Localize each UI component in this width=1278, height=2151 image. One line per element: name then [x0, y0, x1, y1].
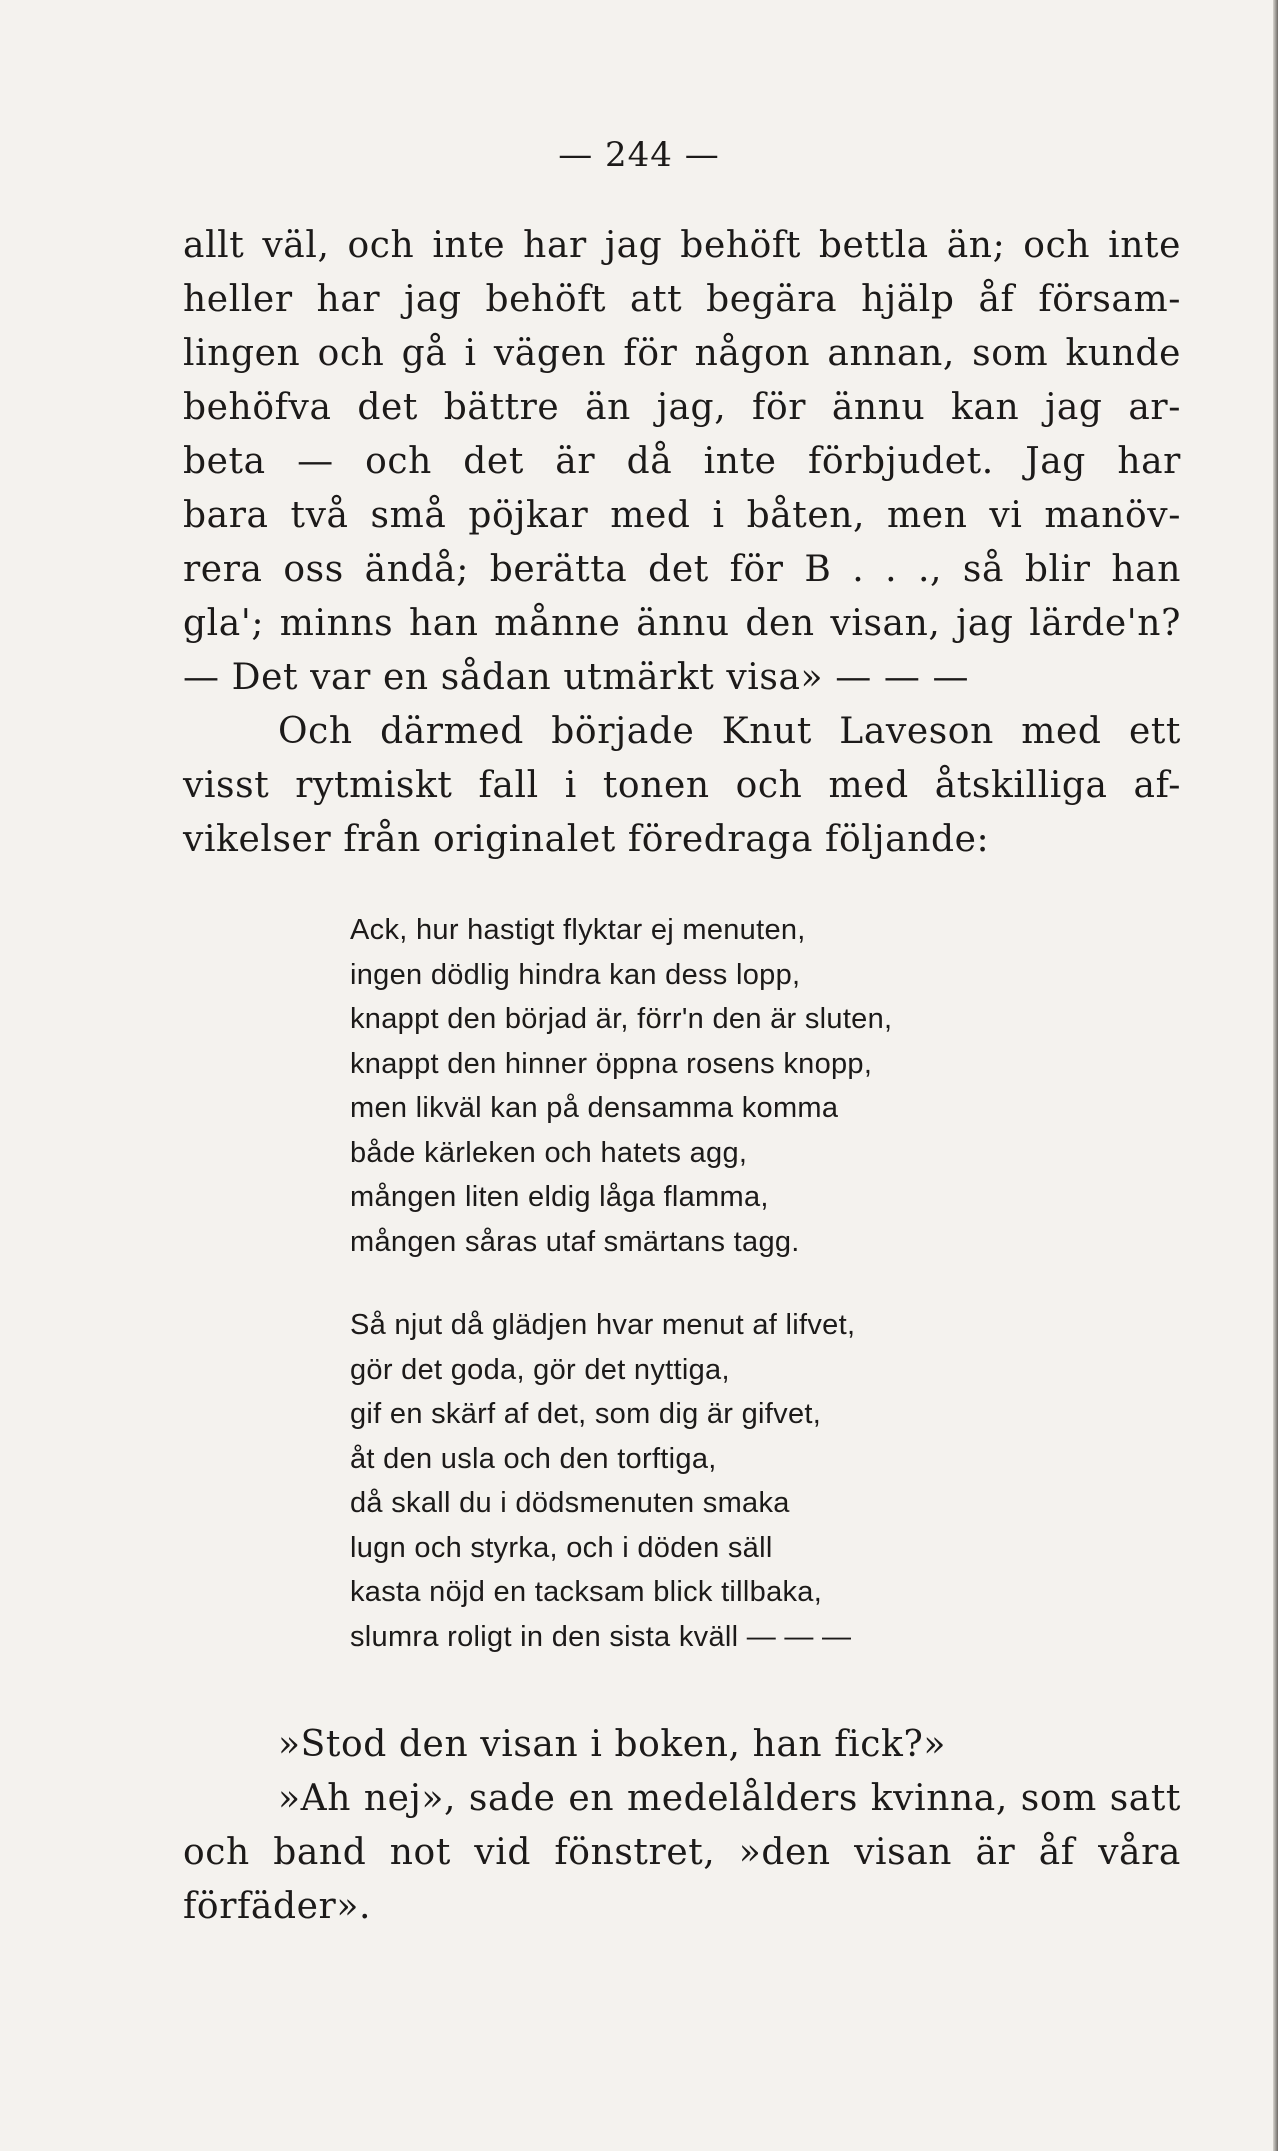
- page-number: — 244 —: [558, 135, 720, 175]
- text-line: vikelser från originalet föredraga följande:: [183, 819, 990, 860]
- text-line: »Stod den visan i boken, han fick?»: [278, 1724, 946, 1765]
- verse-line: både kärleken och hatets agg,: [350, 1136, 748, 1169]
- text-line: och band not vid fönstret, »den visan är åf våra: [183, 1832, 1181, 1873]
- page-edge-shadow: [1273, 0, 1278, 2151]
- verse-line: åt den usla och den torftiga,: [350, 1442, 717, 1475]
- verse-line: Ack, hur hastigt flyktar ej menuten,: [350, 914, 806, 946]
- text-line: gla'; minns han månne ännu den visan, jag lärde'n?: [183, 603, 1181, 644]
- text-line: »Ah nej», sade en medelålders kvinna, som satt: [278, 1778, 1181, 1819]
- text-line: rera oss ändå; berätta det för B . . ., så blir han: [183, 549, 1181, 590]
- verse-line: ingen dödlig hindra kan dess lopp,: [350, 958, 801, 991]
- verse-line: kasta nöjd en tacksam blick tillbaka,: [350, 1576, 823, 1608]
- verse-line: lugn och styrka, och i döden säll: [350, 1531, 773, 1564]
- verse-line: slumra roligt in den sista kväll — — —: [350, 1620, 852, 1653]
- prose-paragraph-top: [183, 219, 1181, 867]
- verse-line: Så njut då glädjen hvar menut af lifvet,: [350, 1309, 856, 1341]
- verse-line: mången såras utaf smärtans tagg.: [350, 1225, 800, 1258]
- poem-stanza-2: [350, 1303, 855, 1659]
- poem-stanza-1: [350, 908, 892, 1264]
- prose-paragraph-bottom: [183, 1718, 1181, 1934]
- text-line: allt väl, och inte har jag behöft bettla än; och inte: [183, 225, 1181, 266]
- text-line: bara två små pöjkar med i båten, men vi manöv-: [183, 495, 1181, 536]
- text-line: lingen och gå i vägen för någon annan, som kunde: [183, 333, 1181, 374]
- text-line: förfäder».: [183, 1886, 372, 1927]
- verse-line: då skall du i dödsmenuten smaka: [350, 1487, 790, 1519]
- verse-line: men likväl kan på densamma komma: [350, 1092, 839, 1124]
- text-line: behöfva det bättre än jag, för ännu kan jag ar-: [183, 387, 1181, 428]
- verse-line: mången liten eldig låga flamma,: [350, 1181, 769, 1213]
- text-line: visst rytmiskt fall i tonen och med åtskilliga af-: [183, 765, 1181, 806]
- verse-line: gif en skärf af det, som dig är gifvet,: [350, 1398, 822, 1430]
- text-line: — Det var en sådan utmärkt visa» — — —: [183, 657, 970, 698]
- text-line: heller har jag behöft att begära hjälp åf försam-: [183, 279, 1181, 320]
- text-line: Och därmed började Knut Laveson med ett: [278, 711, 1181, 752]
- text-line: beta — och det är då inte förbjudet. Jag har: [183, 441, 1181, 482]
- verse-line: knappt den hinner öppna rosens knopp,: [350, 1047, 873, 1080]
- verse-line: knappt den börjad är, förr'n den är sluten,: [350, 1003, 893, 1035]
- verse-line: gör det goda, gör det nyttiga,: [350, 1353, 730, 1386]
